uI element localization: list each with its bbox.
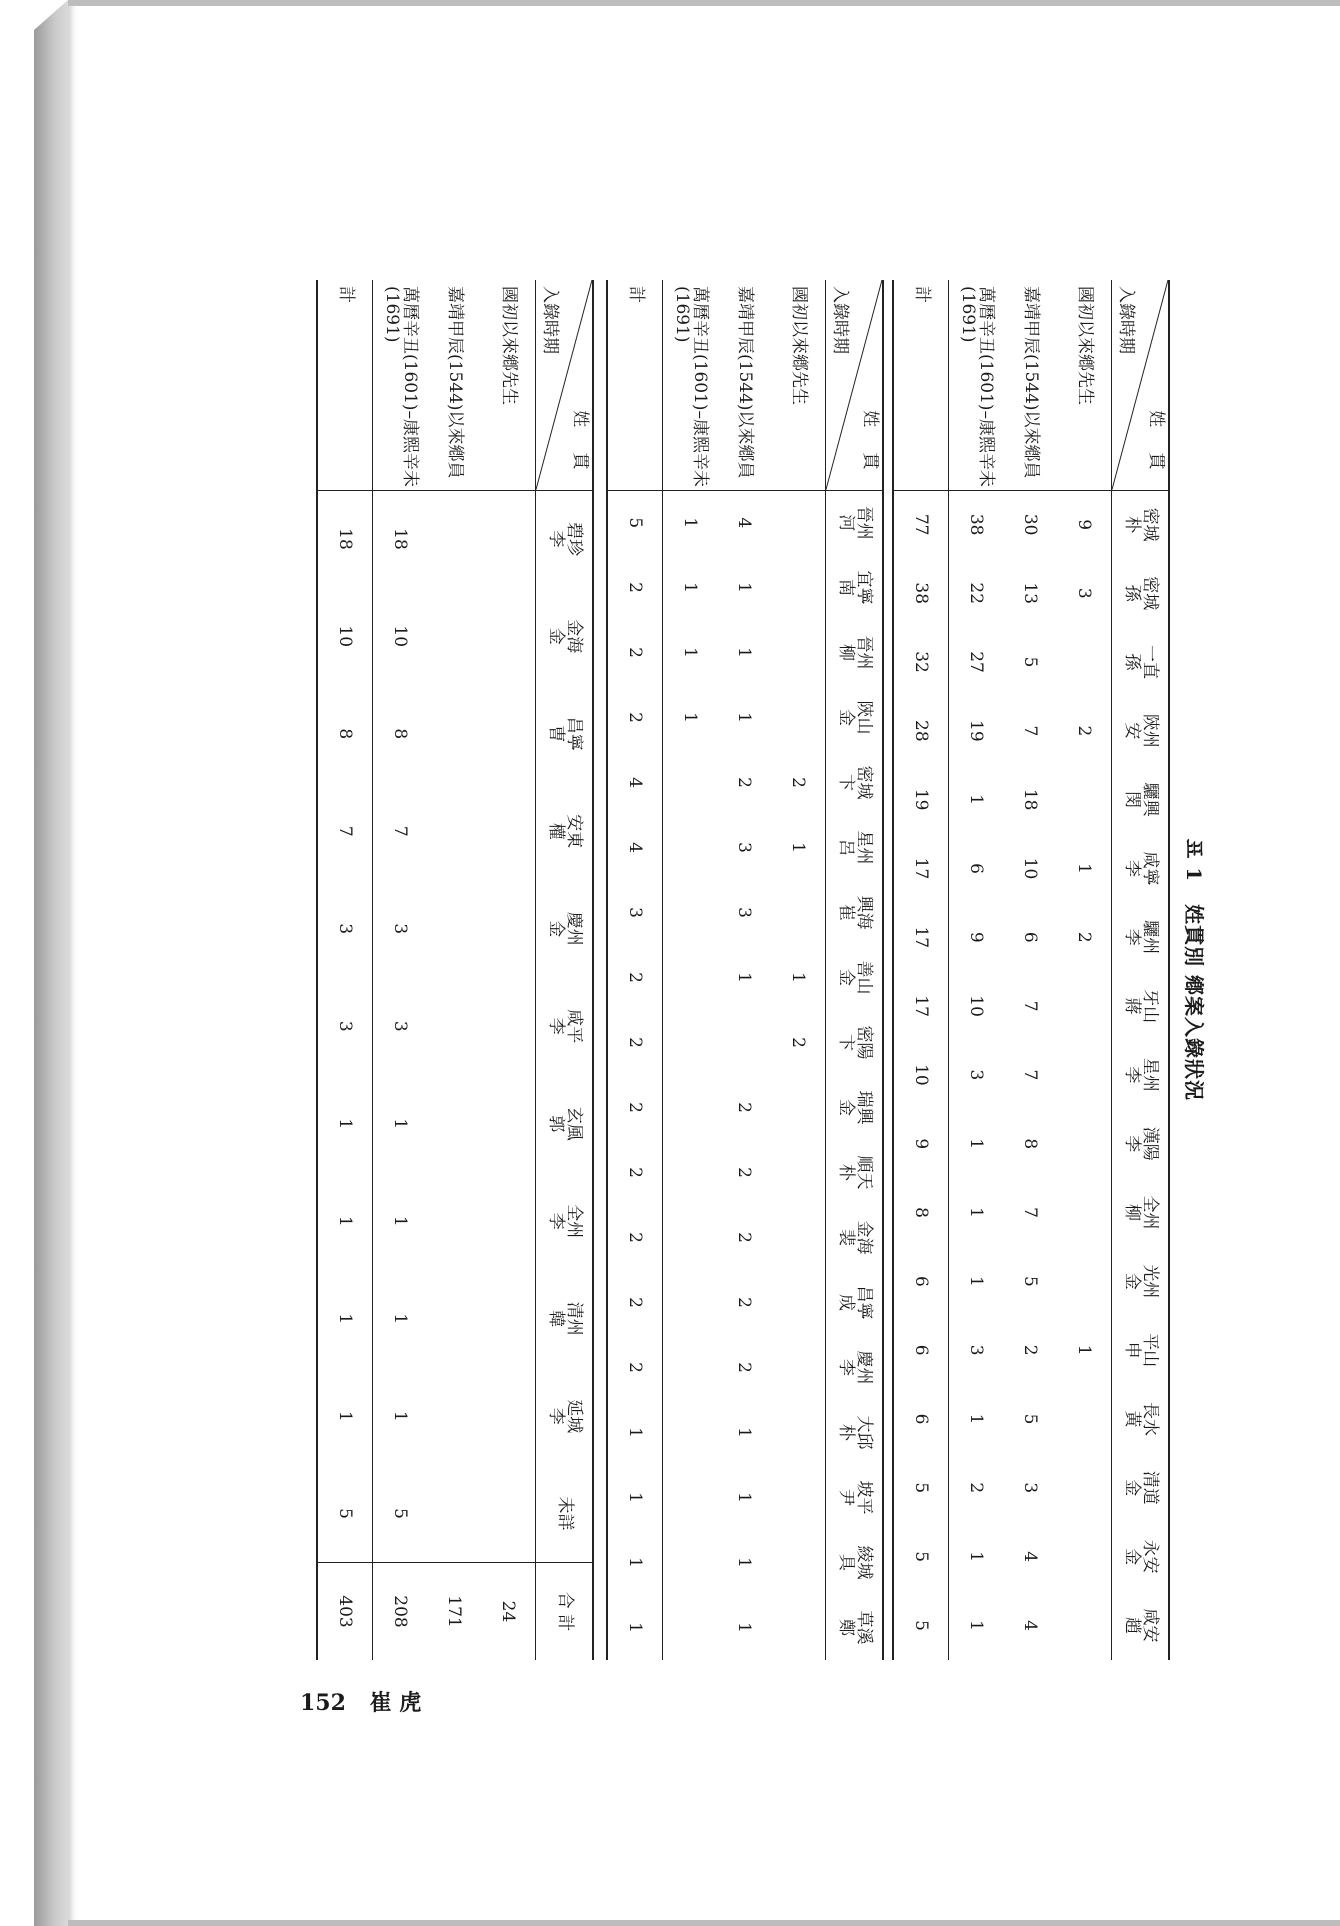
table-cell: 19	[893, 765, 949, 834]
table-cell: 38	[966, 513, 986, 536]
table-cell	[481, 783, 536, 881]
table-cell	[1057, 765, 1112, 834]
table-cell: 3	[317, 880, 373, 978]
table-cell: 2	[607, 1205, 663, 1270]
table-cell: 1	[966, 1275, 986, 1287]
table-cell: 1	[390, 1215, 410, 1227]
column-header: 密陽 卞	[826, 1010, 884, 1075]
column-header: 昌寧 曺	[536, 685, 594, 783]
column-header: 順天 朴	[826, 1140, 884, 1205]
table-cell: 2	[607, 945, 663, 1010]
table-cell	[1057, 1178, 1112, 1247]
header-entry-period: 入錄時期	[539, 286, 560, 354]
page-number: 152	[300, 1690, 346, 1716]
table-cell: 5	[1020, 1275, 1040, 1287]
table-cell: 1	[317, 1270, 373, 1368]
table-cell: 1	[317, 1173, 373, 1271]
column-header: 平山 申	[1112, 1316, 1170, 1385]
table-cell: 3	[1074, 587, 1094, 599]
table-cell: 3	[734, 842, 754, 853]
table-cell: 5	[1020, 656, 1040, 668]
table-row	[663, 280, 718, 1660]
table-cell: 1	[734, 972, 754, 983]
table-cell: 22	[966, 582, 986, 605]
table-block-3	[316, 280, 594, 1660]
row-label: 國初以來鄕先生	[1057, 280, 1112, 490]
page-author: 崔 虎	[369, 1690, 422, 1716]
table-cell: 4	[1020, 1620, 1040, 1631]
table-cell: 8	[317, 685, 373, 783]
header-corner-cell	[1112, 280, 1170, 490]
table-row	[481, 280, 536, 1660]
table-cell	[663, 1595, 718, 1660]
column-header: 漢陽 李	[1112, 1109, 1170, 1178]
table-cell	[717, 1010, 771, 1075]
table-cell: 1	[966, 1413, 986, 1425]
table-cell: 2	[607, 1335, 663, 1400]
table-cell	[1057, 1109, 1112, 1178]
table-cell	[481, 588, 536, 686]
table-cell	[771, 1530, 826, 1595]
row-label: 計	[607, 280, 663, 490]
table-cell: 2	[734, 1232, 754, 1243]
table-cell	[427, 1270, 481, 1368]
column-header: 咸寧 李	[1112, 834, 1170, 903]
table-cell	[771, 880, 826, 945]
table-cell: 1	[734, 712, 754, 723]
table-cell: 1	[734, 1557, 754, 1568]
column-header: 晉州 柳	[826, 620, 884, 685]
table-header-row	[536, 280, 594, 1660]
table-cell: 7	[390, 825, 410, 837]
table-cell: 9	[1074, 519, 1094, 531]
column-header: 驪州 李	[1112, 903, 1170, 972]
table-cell	[1057, 1385, 1112, 1454]
table-cell: 1	[966, 1620, 986, 1631]
table-cell: 2	[607, 1140, 663, 1205]
spine-corner	[34, 0, 68, 30]
table-cell	[427, 1368, 481, 1466]
table-cell: 1	[680, 582, 700, 593]
table-cell	[1057, 1522, 1112, 1591]
table-cell: 18	[1020, 788, 1040, 811]
table-cell: 1	[734, 1622, 754, 1633]
table-cell: 3	[734, 907, 754, 918]
row-label: 萬曆辛丑(1601)–康熙辛未(1691)	[373, 280, 428, 490]
table-cell: 7	[1020, 725, 1040, 737]
header-name-origin: 姓 貫	[860, 410, 880, 480]
table-cell	[663, 1270, 718, 1335]
table-cell	[427, 978, 481, 1076]
table-cell	[771, 620, 826, 685]
table-cell	[663, 1400, 718, 1465]
table-cell: 2	[607, 685, 663, 750]
table-header-row	[1112, 280, 1170, 1660]
data-table	[892, 280, 1170, 1660]
column-header-grand-total: 合 計	[536, 1563, 594, 1661]
table-cell: 10	[966, 995, 986, 1017]
table-cell: 1	[734, 582, 754, 593]
column-header: 密城 卞	[826, 750, 884, 815]
column-header: 全州 李	[536, 1173, 594, 1271]
table-cell	[663, 1075, 718, 1140]
column-header: 興海 崔	[826, 880, 884, 945]
table-cell: 1	[1074, 1344, 1094, 1356]
table-cell	[427, 588, 481, 686]
table-cell: 2	[788, 1037, 808, 1048]
header-entry-period: 入錄時期	[829, 286, 850, 354]
grand-total-cell: 403	[317, 1563, 373, 1661]
column-header: 玄風 郭	[536, 1075, 594, 1173]
table-cell	[663, 1010, 718, 1075]
table-cell: 1	[317, 1075, 373, 1173]
table-cell	[427, 880, 481, 978]
table-cell	[1057, 1453, 1112, 1522]
table-cell	[427, 1075, 481, 1173]
table-cell: 5	[1020, 1413, 1040, 1425]
table-cell: 6	[893, 1316, 949, 1385]
table-block-1	[892, 280, 1170, 1660]
table-cell: 17	[893, 834, 949, 903]
row-label: 國初以來鄕先生	[771, 280, 826, 490]
table-cell: 1	[966, 1207, 986, 1218]
column-header: 慶州 李	[826, 1335, 884, 1400]
column-header: 金海 裴	[826, 1205, 884, 1270]
table-cell: 2	[734, 1362, 754, 1373]
grand-total-cell: 208	[373, 1563, 428, 1661]
table-cell: 8	[390, 728, 410, 740]
book-spine	[34, 0, 68, 1926]
table-cell: 3	[390, 1020, 410, 1032]
table-cell: 13	[1020, 582, 1040, 605]
row-label: 國初以來鄕先生	[481, 280, 536, 490]
table-cell: 18	[317, 490, 373, 588]
table-cell	[481, 1173, 536, 1271]
table-cell: 2	[788, 777, 808, 788]
table-cell: 18	[390, 528, 410, 550]
header-name-origin: 姓 貫	[570, 410, 590, 480]
column-header: 一直 孫	[1112, 628, 1170, 697]
table-cell	[771, 1140, 826, 1205]
grand-total-cell: 24	[481, 1563, 536, 1661]
table-cell: 2	[1074, 725, 1094, 737]
column-header: 瑞興 金	[826, 1075, 884, 1140]
table-row	[771, 280, 826, 1660]
table-cell: 77	[893, 490, 949, 559]
column-header: 密城 孫	[1112, 559, 1170, 628]
table-cell	[427, 1173, 481, 1271]
table-cell: 2	[1020, 1344, 1040, 1356]
table-cell: 1	[317, 1368, 373, 1466]
table-cell: 9	[893, 1109, 949, 1178]
table-row	[427, 280, 481, 1660]
table-cell	[427, 490, 481, 588]
table-cell	[1057, 1041, 1112, 1110]
table-cell: 5	[390, 1508, 410, 1519]
table-cell	[663, 1205, 718, 1270]
table-cell	[771, 1075, 826, 1140]
table-cell: 10	[1020, 857, 1040, 880]
table-cell: 2	[607, 555, 663, 620]
table-cell	[771, 555, 826, 620]
row-label: 嘉靖甲辰(1544)以來鄕員	[717, 280, 771, 490]
column-header: 安東 權	[536, 783, 594, 881]
table-cell	[481, 978, 536, 1076]
table-cell	[481, 880, 536, 978]
header-name-origin: 姓 貫	[1146, 410, 1166, 480]
table-cell: 5	[893, 1453, 949, 1522]
table-cell: 3	[1020, 1482, 1040, 1494]
table-cell	[663, 945, 718, 1010]
table-cell: 10	[317, 588, 373, 686]
page-top-edge	[68, 0, 1340, 6]
table-cell: 17	[893, 972, 949, 1041]
column-header: 善山 金	[826, 945, 884, 1010]
column-header: 密城 朴	[1112, 490, 1170, 559]
table-cell: 6	[893, 1385, 949, 1454]
table-cell: 8	[893, 1178, 949, 1247]
column-header: 星州 李	[1112, 1041, 1170, 1110]
table-cell: 1	[734, 1427, 754, 1438]
table-cell: 1	[607, 1465, 663, 1530]
table-title	[1181, 280, 1210, 1660]
table-cell: 1	[966, 1138, 986, 1150]
table-cell: 1	[734, 647, 754, 658]
column-header: 草溪 鄭	[826, 1595, 884, 1660]
column-header: 慶州 金	[536, 880, 594, 978]
table-cell	[771, 685, 826, 750]
table-cell: 3	[966, 1344, 986, 1356]
table-cell: 2	[734, 1167, 754, 1178]
table-cell: 32	[893, 628, 949, 697]
table-cell: 1	[607, 1530, 663, 1595]
table-cell: 5	[893, 1591, 949, 1660]
row-label: 萬曆辛丑(1601)–康熙辛未(1691)	[949, 280, 1004, 490]
table-cell: 1	[607, 1400, 663, 1465]
data-table	[606, 280, 884, 1660]
table-row	[1003, 280, 1057, 1660]
table-cell	[1057, 972, 1112, 1041]
table-cell: 2	[1074, 931, 1094, 943]
table-cell	[481, 490, 536, 588]
table-number: 표 1	[1182, 838, 1206, 883]
table-cell	[663, 750, 718, 815]
row-label: 計	[317, 280, 373, 490]
table-row	[1057, 280, 1112, 1660]
table-cell: 5	[607, 490, 663, 555]
column-header: 綾城 具	[826, 1530, 884, 1595]
table-cell: 2	[966, 1482, 986, 1494]
row-label: 嘉靖甲辰(1544)以來鄕員	[427, 280, 481, 490]
column-header: 牙山 蔣	[1112, 972, 1170, 1041]
table-cell: 1	[966, 1551, 986, 1563]
table-cell	[771, 1335, 826, 1400]
total-row	[893, 280, 949, 1660]
table-cell	[771, 1595, 826, 1660]
row-label: 嘉靖甲辰(1544)以來鄕員	[1003, 280, 1057, 490]
column-header: 晉州 河	[826, 490, 884, 555]
table-cell: 1	[390, 1118, 410, 1130]
table-cell: 7	[1020, 1207, 1040, 1218]
table-cell: 3	[317, 978, 373, 1076]
table-cell: 7	[1020, 1069, 1040, 1081]
table-cell	[481, 1075, 536, 1173]
table-cell: 5	[893, 1522, 949, 1591]
table-cell: 10	[390, 625, 410, 648]
table-cell: 8	[1020, 1138, 1040, 1150]
table-cell: 1	[390, 1313, 410, 1325]
table-cell: 6	[893, 1247, 949, 1316]
table-cell: 19	[966, 720, 986, 742]
table-cell: 4	[607, 815, 663, 880]
table-cell: 1	[966, 794, 986, 806]
table-cell: 4	[1020, 1551, 1040, 1563]
column-header: 永安 金	[1112, 1522, 1170, 1591]
table-cell: 2	[607, 1010, 663, 1075]
table-cell	[771, 1400, 826, 1465]
column-header: 清道 金	[1112, 1453, 1170, 1522]
row-label: 萬曆辛丑(1601)–康熙辛未(1691)	[663, 280, 718, 490]
column-header: 宜寧 南	[826, 555, 884, 620]
table-cell: 5	[317, 1465, 373, 1563]
table-row	[949, 280, 1004, 1660]
table-cell: 1	[680, 647, 700, 658]
column-header: 全州 柳	[1112, 1178, 1170, 1247]
table-cell	[663, 880, 718, 945]
column-header: 延城 李	[536, 1368, 594, 1466]
table-cell	[427, 783, 481, 881]
column-header: 未詳	[536, 1465, 594, 1563]
table-cell: 1	[607, 1595, 663, 1660]
table-header-row	[826, 280, 884, 1660]
table-cell	[663, 1530, 718, 1595]
table-cell	[481, 1368, 536, 1466]
header-corner-cell	[826, 280, 884, 490]
table-cell: 30	[1020, 513, 1040, 536]
table-cell	[771, 1270, 826, 1335]
column-header: 金海 金	[536, 588, 594, 686]
column-header: 光州 金	[1112, 1247, 1170, 1316]
table-cell	[663, 1465, 718, 1530]
total-row	[317, 280, 373, 1660]
total-row	[607, 280, 663, 1660]
table-cell	[663, 815, 718, 880]
table-cell	[1057, 628, 1112, 697]
table-cell	[663, 1140, 718, 1205]
header-entry-period: 入錄時期	[1115, 286, 1136, 354]
table-cell: 27	[966, 651, 986, 673]
table-cell	[481, 685, 536, 783]
table-cell: 2	[607, 1075, 663, 1140]
table-block-2	[606, 280, 884, 1660]
table-cell: 2	[734, 1102, 754, 1113]
table-title-text: 姓貫別 鄕案入錄狀況	[1182, 904, 1206, 1102]
table-cell: 1	[788, 842, 808, 853]
table-cell	[481, 1465, 536, 1563]
table-cell	[663, 1335, 718, 1400]
column-header: 昌寧 成	[826, 1270, 884, 1335]
column-header: 咸安 趙	[1112, 1591, 1170, 1660]
table-cell: 17	[893, 903, 949, 972]
table-cell: 1	[390, 1410, 410, 1422]
data-table	[316, 280, 594, 1660]
column-header: 驪興 閔	[1112, 765, 1170, 834]
rotated-table-area	[306, 280, 1204, 1660]
table-cell: 7	[1020, 1000, 1040, 1012]
table-cell: 1	[788, 972, 808, 983]
page-footer	[300, 1686, 421, 1717]
column-header: 星州 呂	[826, 815, 884, 880]
table-content	[306, 280, 1204, 1660]
table-cell	[771, 1465, 826, 1530]
column-header: 陝州 安	[1112, 696, 1170, 765]
table-cell: 1	[734, 1492, 754, 1503]
column-header: 碧珍 李	[536, 490, 594, 588]
table-cell: 4	[607, 750, 663, 815]
table-cell	[427, 1465, 481, 1563]
table-cell	[1057, 1591, 1112, 1660]
table-cell: 1	[680, 517, 700, 529]
row-label: 計	[893, 280, 949, 490]
table-cell: 9	[966, 931, 986, 943]
table-cell	[427, 685, 481, 783]
table-cell	[771, 490, 826, 555]
table-cell	[481, 1270, 536, 1368]
column-header: 陝山 金	[826, 685, 884, 750]
column-header: 長水 黃	[1112, 1385, 1170, 1454]
table-row	[717, 280, 771, 1660]
table-cell: 4	[734, 517, 754, 529]
column-header: 大邱 朴	[826, 1400, 884, 1465]
table-cell	[771, 1205, 826, 1270]
page-bottom-edge	[68, 1920, 1340, 1926]
grand-total-cell: 171	[427, 1563, 481, 1661]
table-cell: 1	[1074, 863, 1094, 874]
column-header: 咸平 李	[536, 978, 594, 1076]
table-cell	[1057, 1247, 1112, 1316]
table-cell: 3	[966, 1069, 986, 1081]
column-header: 坡平 尹	[826, 1465, 884, 1530]
table-cell: 2	[734, 1297, 754, 1308]
table-cell: 10	[893, 1041, 949, 1110]
table-cell: 38	[893, 559, 949, 628]
table-row	[373, 280, 428, 1660]
table-cell: 3	[607, 880, 663, 945]
table-cell: 2	[607, 1270, 663, 1335]
header-corner-cell	[536, 280, 594, 490]
table-cell: 28	[893, 696, 949, 765]
table-cell: 6	[966, 863, 986, 874]
table-cell: 6	[1020, 931, 1040, 943]
table-cell: 1	[680, 712, 700, 723]
table-cell: 3	[390, 923, 410, 935]
column-header: 清州 韓	[536, 1270, 594, 1368]
table-cell: 2	[734, 777, 754, 788]
table-cell: 2	[607, 620, 663, 685]
table-cell: 7	[317, 783, 373, 881]
